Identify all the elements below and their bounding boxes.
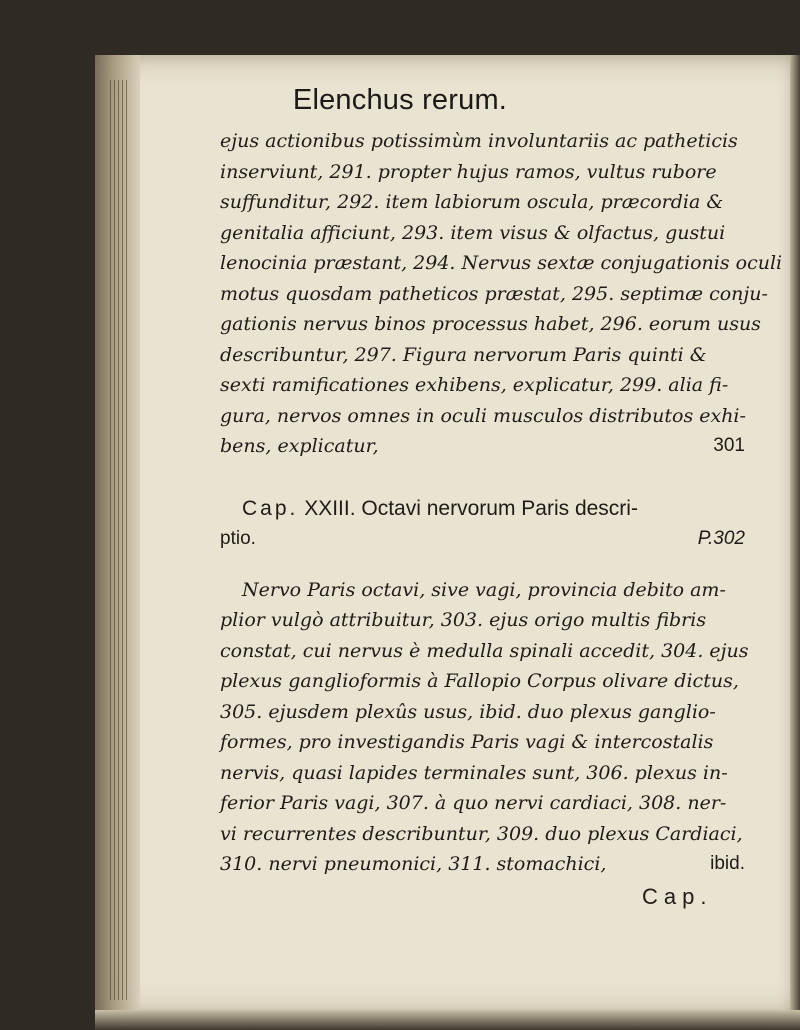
chapter-heading — [220, 494, 745, 525]
text-line: formes, pro investigandis Paris vagi & intercostalis — [220, 731, 714, 753]
text-line: ferior Paris vagi, 307. à quo nervi cardiaci, 308. ner- — [220, 792, 727, 814]
text-line: 305. ejusdem plexûs usus, ibid. duo plexus ganglio- — [220, 700, 716, 723]
page-reference: 301 — [713, 435, 745, 456]
text-line: vi recurrentes describuntur, 309. duo plexus Cardiaci, — [220, 822, 743, 845]
page-edges-left — [110, 80, 130, 1000]
text-line: nervis, quasi lapides terminales sunt, 306. plexus in- — [220, 761, 728, 784]
catchword: Cap. — [642, 884, 713, 909]
chapter-heading-cont — [220, 524, 745, 555]
page-edge-bottom — [95, 1010, 800, 1030]
text-line: suffunditur, 292. item labiorum oscula, præcordia & — [220, 191, 724, 213]
text-line: ejus actionibus potissimùm involuntariis ac patheticis — [220, 130, 738, 152]
text-line: sexti ramificationes exhibens, explicatur, 299. alia fi- — [220, 374, 729, 396]
running-head: Elenchus rerum. — [292, 84, 508, 116]
text-line: constat, cui nervus è medulla spinali accedit, 304. ejus — [220, 639, 749, 662]
text-line-last — [220, 849, 745, 880]
index-text — [220, 126, 783, 880]
page-reference: P.302 — [697, 528, 745, 549]
text-line: plexus ganglioformis à Fallopio Corpus olivare dictus, — [220, 670, 739, 692]
text-fragment: bens, explicatur, — [220, 435, 379, 457]
text-line: gura, nervos omnes in oculi musculos distributos exhi- — [220, 404, 746, 427]
text-line-last — [220, 431, 745, 462]
page-edge-right — [790, 55, 800, 1015]
chapter-title: XXIII. Octavi nervorum Paris descri- — [304, 496, 638, 520]
chapter-label: Cap. — [242, 496, 299, 520]
text-fragment: 310. nervi pneumonici, 311. stomachici, — [220, 853, 607, 875]
text-line: plior vulgò attribuitur, 303. ejus origo multis fibris — [220, 609, 707, 631]
text-line: lenocinia præstant, 294. Nervus sextæ conjugationis oculi — [220, 252, 783, 274]
text-line: Nervo Paris octavi, sive vagi, provincia debito am- — [242, 578, 726, 601]
text-line: inserviunt, 291. propter hujus ramos, vultus rubore — [220, 160, 717, 183]
text-line: genitalia afficiunt, 293. item visus & olfactus, gustui — [220, 221, 726, 244]
ibid-reference: ibid. — [710, 853, 745, 874]
text-line: motus quosdam patheticos præstat, 295. septimæ conju- — [220, 282, 768, 305]
text-line: describuntur, 297. Figura nervorum Paris quinti & — [220, 343, 707, 366]
chapter-title-cont: ptio. — [220, 528, 256, 549]
text-line: gationis nervus binos processus habet, 296. eorum usus — [220, 313, 761, 335]
